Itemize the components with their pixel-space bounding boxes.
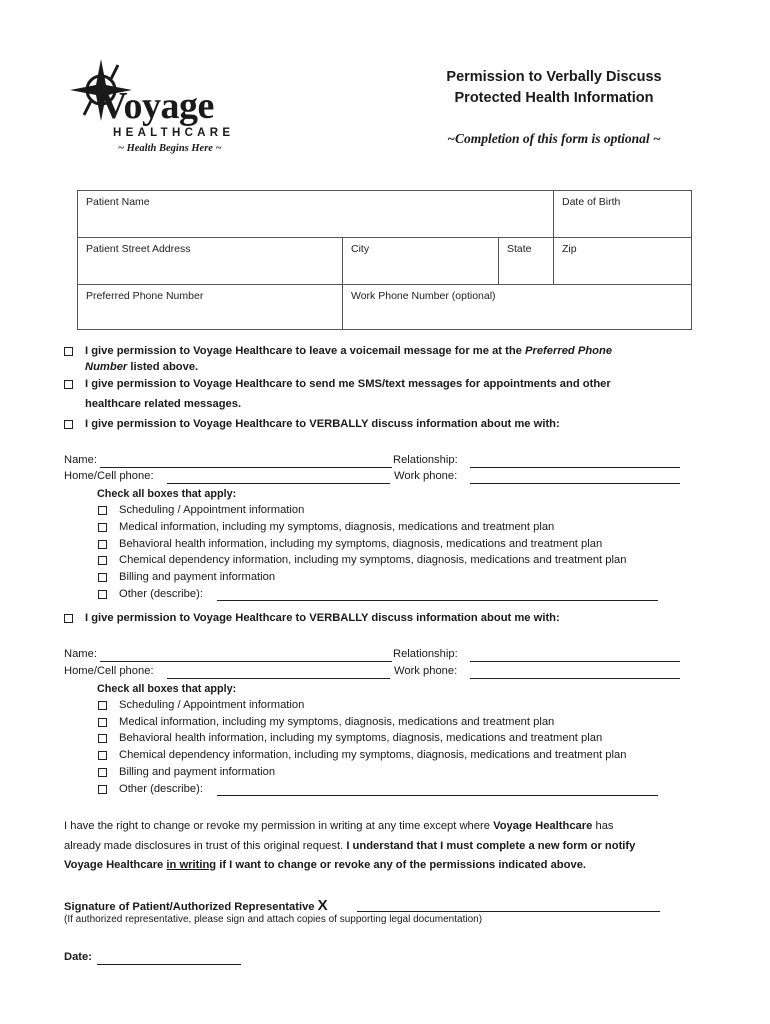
name-input[interactable]	[100, 661, 392, 662]
verbal-permission-checkbox-2[interactable]	[64, 614, 73, 623]
preferred-phone-label: Preferred Phone Number	[86, 290, 204, 302]
sms-checkbox[interactable]	[64, 380, 73, 389]
revoke-line2	[64, 840, 635, 852]
voicemail-emphasis2: Number	[85, 361, 128, 373]
revoke-text3: if I want to change or revoke any of the permissions indicated above.	[216, 859, 587, 871]
zip-field[interactable]	[553, 237, 692, 285]
option-checkbox[interactable]	[98, 785, 107, 794]
in-writing-text: in writing	[166, 859, 217, 871]
dob-label: Date of Birth	[562, 196, 621, 208]
relationship-input[interactable]	[470, 661, 680, 662]
option-checkbox[interactable]	[98, 573, 107, 582]
logo-wordmark: Voyage	[100, 85, 214, 127]
home-phone-input[interactable]	[167, 483, 390, 484]
revoke-text-end: has	[592, 820, 614, 832]
work-phone-label: Work Phone Number (optional)	[351, 290, 496, 302]
city-label: City	[351, 243, 370, 255]
voicemail-emphasis: Preferred Phone	[525, 345, 613, 357]
signature-label	[64, 897, 328, 914]
sms-permission-line1: I give permission to Voyage Healthcare to send me SMS/text messages for appointments and other	[85, 378, 611, 390]
date-label: Date:	[64, 951, 92, 963]
state-field[interactable]	[498, 237, 554, 285]
option-checkbox[interactable]	[98, 590, 107, 599]
work-phone-contact-input[interactable]	[470, 483, 680, 484]
form-title-line1: Permission to Verbally Discuss	[446, 69, 662, 85]
verbal-permission-checkbox-1[interactable]	[64, 420, 73, 429]
date-of-birth-field[interactable]	[553, 190, 692, 238]
option-label: Behavioral health information, including my symptoms, diagnosis, medications and treatment plan	[119, 538, 603, 550]
zip-label: Zip	[562, 243, 577, 255]
option-checkbox[interactable]	[98, 523, 107, 532]
option-label: Scheduling / Appointment information	[119, 504, 305, 516]
option-checkbox[interactable]	[98, 701, 107, 710]
home-phone-label: Home/Cell phone:	[64, 470, 154, 482]
patient-name-label: Patient Name	[86, 196, 150, 208]
city-field[interactable]	[342, 237, 499, 285]
relationship-input[interactable]	[470, 467, 680, 468]
revoke-org2: Voyage Healthcare	[64, 859, 167, 871]
name-input[interactable]	[100, 467, 392, 468]
option-label: Behavioral health information, including my symptoms, diagnosis, medications and treatment plan	[119, 732, 603, 744]
work-phone-contact-input[interactable]	[470, 678, 680, 679]
signature-note: (If authorized representative, please sign and attach copies of supporting legal documentation)	[64, 914, 483, 925]
voicemail-text: I give permission to Voyage Healthcare to leave a voicemail message for me at the	[85, 345, 526, 357]
voicemail-text2: listed above.	[127, 361, 199, 373]
sms-permission-line2: healthcare related messages.	[85, 398, 242, 410]
option-label: Medical information, including my symptoms, diagnosis, medications and treatment plan	[119, 716, 555, 728]
option-checkbox[interactable]	[98, 734, 107, 743]
signature-input[interactable]	[357, 911, 660, 912]
option-label: Medical information, including my symptoms, diagnosis, medications and treatment plan	[119, 521, 555, 533]
state-label: State	[507, 243, 532, 255]
option-checkbox[interactable]	[98, 540, 107, 549]
signature-label-text: Signature of Patient/Authorized Representative	[64, 901, 318, 913]
patient-name-field[interactable]	[77, 190, 554, 238]
relationship-label: Relationship:	[393, 454, 458, 466]
voicemail-permission-line2	[85, 361, 198, 373]
preferred-phone-field[interactable]	[77, 284, 343, 330]
work-phone-field[interactable]	[342, 284, 692, 330]
street-label: Patient Street Address	[86, 243, 191, 255]
voicemail-checkbox[interactable]	[64, 347, 73, 356]
other-describe-input[interactable]	[217, 795, 658, 796]
optional-note: ~Completion of this form is optional ~	[447, 131, 661, 146]
option-checkbox[interactable]	[98, 506, 107, 515]
revoke-text: I have the right to change or revoke my permission in writing at any time except where	[64, 820, 494, 832]
signature-x: X	[317, 897, 328, 914]
name-label: Name:	[64, 454, 97, 466]
option-label: Chemical dependency information, including my symptoms, diagnosis, medications and treatment plan	[119, 554, 627, 566]
revoke-line3	[64, 859, 586, 871]
check-all-label: Check all boxes that apply:	[97, 488, 237, 500]
revoke-org: Voyage Healthcare	[493, 820, 593, 832]
verbal-permission-text-1: I give permission to Voyage Healthcare to VERBALLY discuss information about me with:	[85, 418, 560, 430]
logo-subtitle: HEALTHCARE	[113, 127, 235, 139]
form-title-line2: Protected Health Information	[454, 90, 654, 106]
check-all-label: Check all boxes that apply:	[97, 683, 237, 695]
work-phone-contact-label: Work phone:	[394, 470, 458, 482]
option-checkbox[interactable]	[98, 556, 107, 565]
revoke-understand: I understand that I must complete a new form or notify	[346, 840, 636, 852]
home-phone-input[interactable]	[167, 678, 390, 679]
logo-tagline: ~ Health Begins Here ~	[118, 143, 222, 154]
date-input[interactable]	[97, 964, 241, 965]
relationship-label: Relationship:	[393, 648, 458, 660]
option-checkbox[interactable]	[98, 718, 107, 727]
option-checkbox[interactable]	[98, 751, 107, 760]
option-label: Scheduling / Appointment information	[119, 699, 305, 711]
option-label: Billing and payment information	[119, 766, 276, 778]
option-label: Other (describe):	[119, 783, 203, 795]
other-describe-input[interactable]	[217, 600, 658, 601]
revoke-text2: already made disclosures in trust of this original request.	[64, 840, 347, 852]
option-label: Other (describe):	[119, 588, 203, 600]
revoke-line1	[64, 820, 614, 832]
work-phone-contact-label: Work phone:	[394, 665, 458, 677]
option-checkbox[interactable]	[98, 768, 107, 777]
name-label: Name:	[64, 648, 97, 660]
voicemail-permission-line1	[85, 345, 612, 357]
option-label: Chemical dependency information, including my symptoms, diagnosis, medications and treatment plan	[119, 749, 627, 761]
street-address-field[interactable]	[77, 237, 343, 285]
option-label: Billing and payment information	[119, 571, 276, 583]
home-phone-label: Home/Cell phone:	[64, 665, 154, 677]
verbal-permission-text-2: I give permission to Voyage Healthcare to VERBALLY discuss information about me with:	[85, 612, 560, 624]
